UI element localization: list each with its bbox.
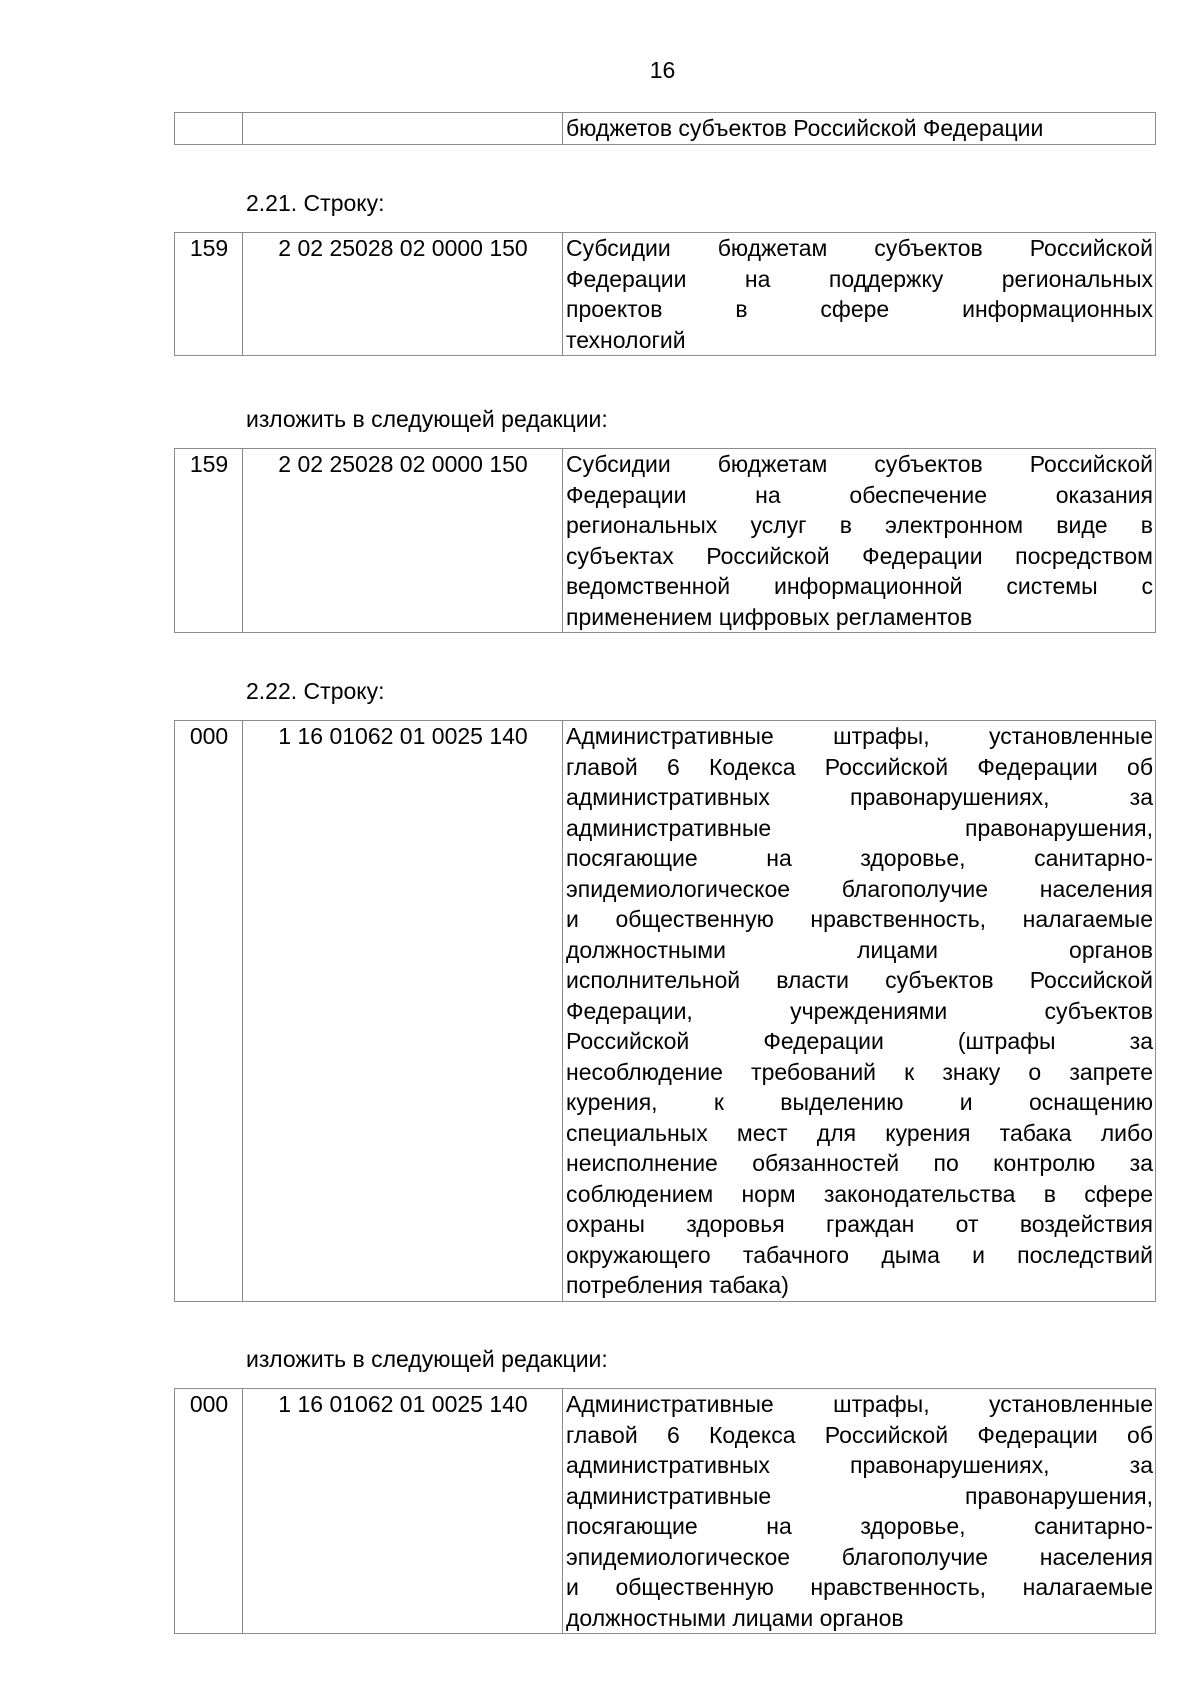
description-line: Субсидии бюджетам субъектов Российской [566,235,1153,261]
description-line: региональных услуг в электронном виде в [566,512,1153,538]
description-line: административных правонарушениях, за [566,1452,1153,1478]
description-line: административных правонарушениях, за [566,784,1153,810]
table-cell-description [563,1389,1156,1634]
description-line: и общественную нравственность, налагаемые [566,1574,1153,1600]
table-cell-code [175,113,243,145]
table-row [175,1389,1156,1634]
description-line: Федерации, учреждениями субъектов [566,997,1153,1024]
description-line: главой 6 Кодекса Российской Федерации об [566,753,1153,780]
table-row [175,721,1156,1302]
description-line: Административные штрафы, установленные [566,723,1153,749]
table-cell-code: 159 [175,233,243,356]
page-number: 16 [649,57,676,83]
description-line: должностными лицами органов [566,936,1153,963]
description-line: окружающего табачного дыма и последствий [566,1241,1153,1268]
table-2-21-old [174,232,1156,356]
table-cell-code: 000 [175,1389,243,1634]
description-line: потребления табака) [566,1272,789,1298]
description-line: посягающие на здоровье, санитарно- [566,1513,1153,1539]
continuation-table [174,112,1156,145]
description-line: Российской Федерации (штрафы за [566,1028,1153,1054]
description-line: субъектах Российской Федерации посредством [566,542,1153,569]
description-line: несоблюдение требований к знаку о запрете [566,1058,1153,1085]
description-line: соблюдением норм законодательства в сфере [566,1180,1153,1207]
table-2-22-old [174,720,1156,1302]
description-line: Субсидии бюджетам субъектов Российской [566,451,1153,477]
table-cell-description [563,721,1156,1302]
table-2-22-new [174,1388,1156,1634]
description-line: исполнительной власти субъектов Российской [566,967,1153,993]
description-line: должностными лицами органов [566,1604,904,1631]
description-line: эпидемиологическое благополучие населения [566,875,1153,902]
table-cell-description [563,233,1156,356]
instruction-text: изложить в следующей редакции: [246,406,608,432]
table-cell-code: 159 [175,449,243,633]
description-line: бюджетов субъектов Российской Федерации [566,115,1044,141]
description-line: специальных мест для курения табака либо [566,1119,1153,1146]
description-line: посягающие на здоровье, санитарно- [566,845,1153,871]
table-row [175,113,1156,145]
table-cell-kbk: 2 02 25028 02 0000 150 [243,233,563,356]
table-cell-kbk: 1 16 01062 01 0025 140 [243,721,563,1302]
description-line: охраны здоровья граждан от воздействия [566,1211,1153,1237]
description-line: применением цифровых регламентов [566,603,973,630]
table-cell-description [563,449,1156,633]
description-line: административные правонарушения, [566,1482,1153,1509]
description-line: главой 6 Кодекса Российской Федерации об [566,1421,1153,1448]
table-cell-kbk: 2 02 25028 02 0000 150 [243,449,563,633]
table-cell-kbk [243,113,563,145]
table-cell-description [563,113,1156,145]
description-line: проектов в сфере информационных [566,296,1153,322]
description-line: курения, к выделению и оснащению [566,1089,1153,1115]
table-row [175,233,1156,356]
description-line: Федерации на поддержку региональных [566,265,1153,292]
description-line: неисполнение обязанностей по контролю за [566,1150,1153,1176]
table-2-21-new [174,448,1156,633]
description-line: и общественную нравственность, налагаемые [566,906,1153,932]
description-line: административные правонарушения, [566,814,1153,841]
table-row [175,449,1156,633]
description-line: Федерации на обеспечение оказания [566,481,1153,508]
description-line: Административные штрафы, установленные [566,1391,1153,1417]
table-cell-kbk: 1 16 01062 01 0025 140 [243,1389,563,1634]
instruction-text: изложить в следующей редакции: [246,1346,608,1372]
section-heading-2-22: 2.22. Строку: [246,678,385,704]
section-heading-2-21: 2.21. Строку: [246,190,385,216]
description-line: технологий [566,326,686,353]
table-cell-code: 000 [175,721,243,1302]
description-line: ведомственной информационной системы с [566,573,1153,599]
description-line: эпидемиологическое благополучие населения [566,1543,1153,1570]
